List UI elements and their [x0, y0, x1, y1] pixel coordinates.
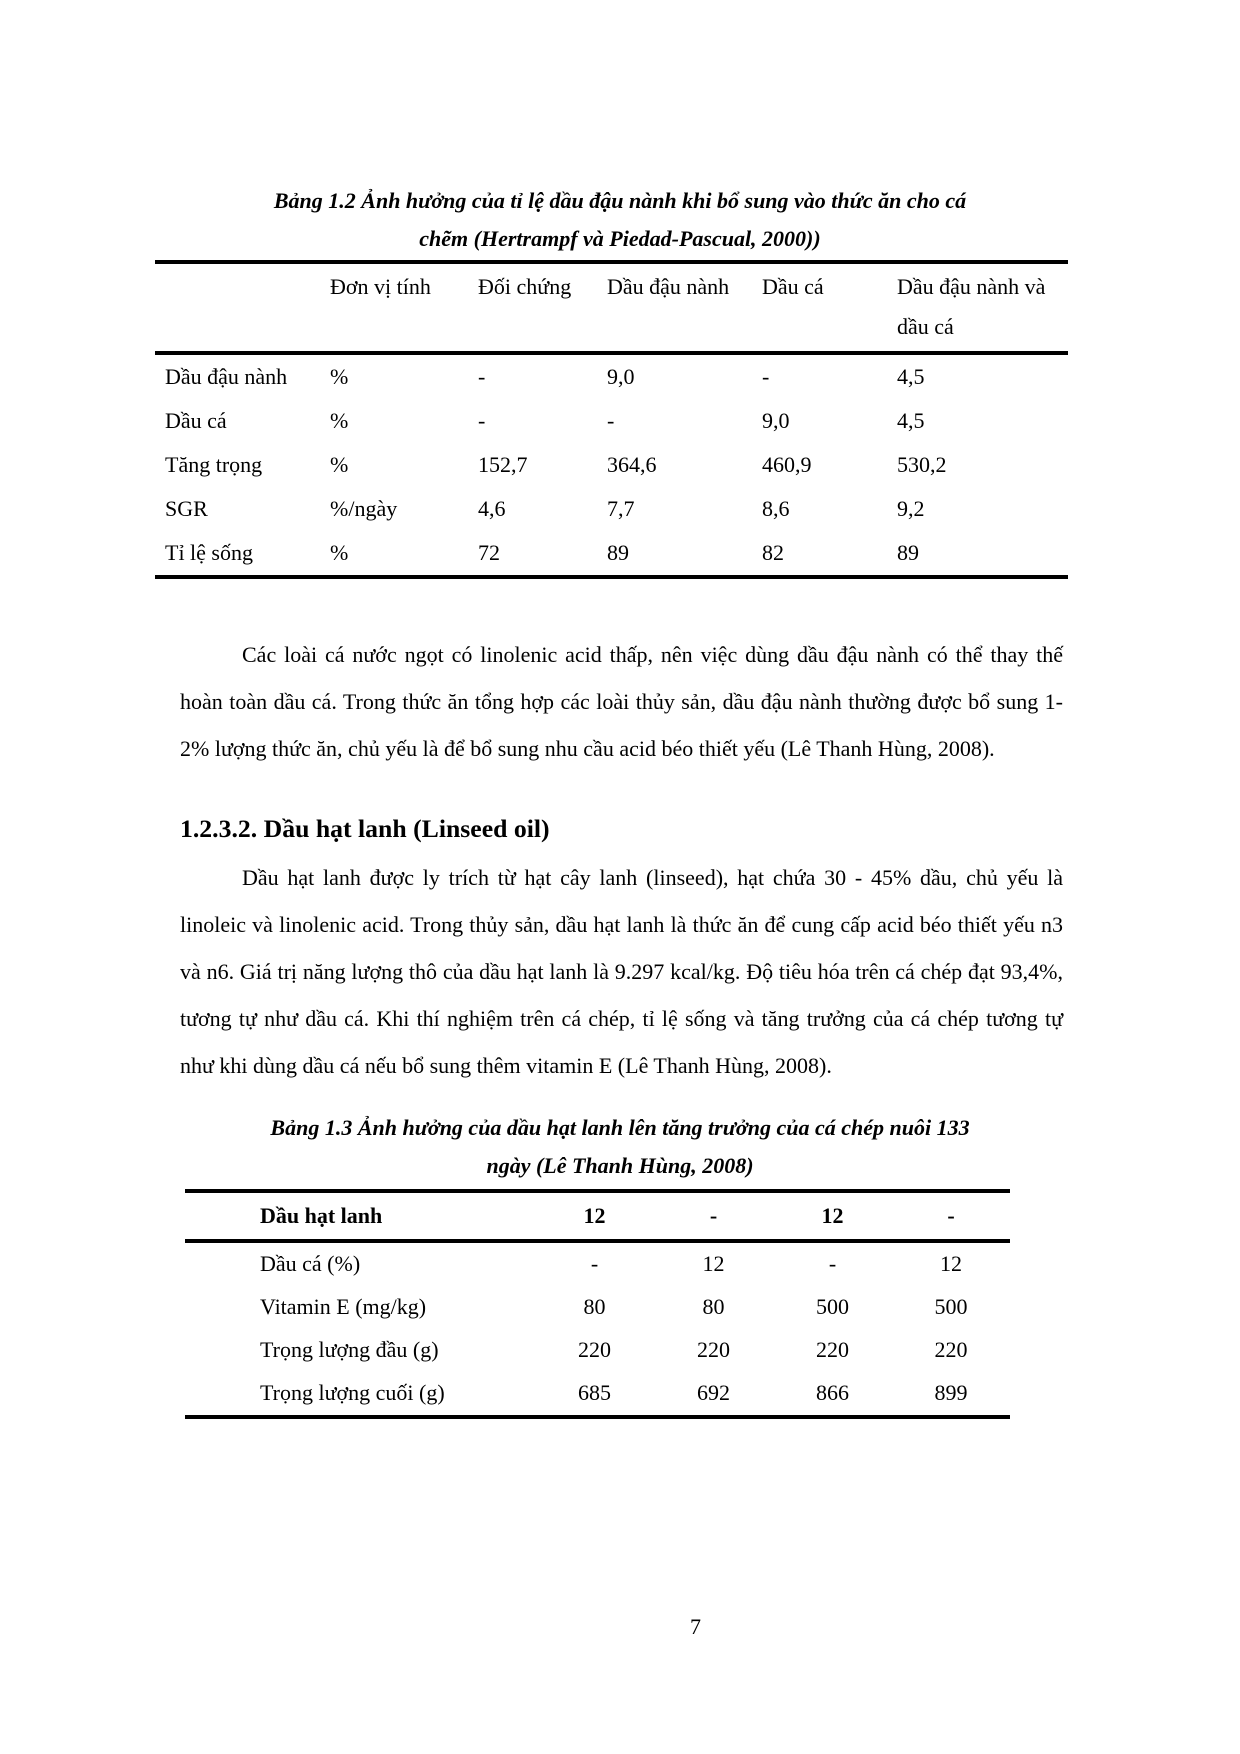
table-cell: 82 — [762, 540, 784, 565]
table-cell: 364,6 — [607, 452, 657, 477]
table-1-2-header-row — [155, 262, 1068, 353]
table-cell: 80 — [702, 1294, 725, 1319]
table-1-3-caption-line-2: ngày (Lê Thanh Hùng, 2008) — [486, 1153, 754, 1178]
table-row — [185, 1241, 1010, 1286]
table-1-2-header-cell: Đơn vị tính — [330, 274, 431, 299]
table-cell: - — [590, 1251, 599, 1276]
table-cell: 220 — [578, 1337, 611, 1362]
table-cell: - — [478, 364, 486, 389]
table-cell: 152,7 — [478, 452, 528, 477]
table-1-2-header-cell: Dầu đậu nành và dầu cá — [897, 274, 1046, 339]
table-cell: 220 — [697, 1337, 730, 1362]
table-1-3-header-cell: - — [709, 1203, 718, 1228]
table-row — [185, 1329, 1010, 1372]
table-cell: 4,6 — [478, 496, 506, 521]
row-label-cell: Vitamin E (mg/kg) — [260, 1294, 427, 1319]
table-cell: 89 — [607, 540, 629, 565]
table-1-2-header-cell: Dầu đậu nành — [607, 274, 730, 299]
row-label-cell: Dầu cá — [165, 408, 227, 433]
table-cell: 500 — [934, 1294, 968, 1319]
table-cell: 9,2 — [897, 496, 925, 521]
row-label-cell: Dầu đậu nành — [165, 364, 288, 389]
table-cell: % — [330, 408, 349, 433]
table-1-3-caption-line-1: Bảng 1.3 Ảnh hưởng của dầu hạt lanh lên tăng trưởng của cá chép nuôi 133 — [270, 1115, 970, 1140]
table-cell: 80 — [583, 1294, 606, 1319]
table-1-3-header-cell: Dầu hạt lanh — [260, 1203, 383, 1228]
page-number: 7 — [690, 1614, 701, 1639]
table-row — [155, 443, 1068, 487]
table-row — [155, 353, 1068, 399]
table-1-2-header-cell: Đối chứng — [478, 274, 572, 299]
table-cell: - — [478, 408, 486, 433]
row-label-cell: Trọng lượng cuối (g) — [260, 1380, 445, 1405]
table-cell: 500 — [816, 1294, 849, 1319]
table-cell: 12 — [940, 1251, 962, 1276]
table-cell: % — [330, 452, 349, 477]
table-1-2 — [155, 260, 1068, 579]
table-row — [155, 531, 1068, 577]
table-cell: 72 — [478, 540, 500, 565]
table-row — [185, 1286, 1010, 1329]
table-1-2-caption-line-2: chẽm (Hertrampf và Piedad-Pascual, 2000)) — [419, 226, 821, 251]
table-cell: %/ngày — [330, 496, 398, 521]
row-label-cell: Dầu cá (%) — [260, 1251, 361, 1276]
table-cell: 9,0 — [762, 408, 790, 433]
table-1-3-header-cell: 12 — [821, 1203, 844, 1228]
table-cell: 89 — [897, 540, 919, 565]
table-row — [185, 1372, 1010, 1417]
row-label-cell: SGR — [165, 496, 208, 521]
table-cell: 9,0 — [607, 364, 635, 389]
table-cell: 692 — [697, 1380, 730, 1405]
table-cell: 7,7 — [607, 496, 635, 521]
table-cell: 220 — [934, 1337, 968, 1362]
paragraph-linseed-oil: Dầu hạt lanh được ly trích từ hạt cây lanh (linseed), hạt chứa 30 - 45% dầu, chủ yếu là linoleic và linolenic acid. Trong thủy sản, dầu hạt lanh là thức ăn để cung cấp acid béo thiết yếu n3 và n6. Giá trị năng lượng thô của dầu hạt lanh là 9.297 kcal/kg. Độ tiêu hóa trên cá chép đạt 93,4%, tương tự như dầu cá. Khi thí nghiệm trên cá chép, tỉ lệ sống và tăng trưởng của cá chép tương tự như khi dùng dầu cá nếu bổ sung thêm vitamin E (Lê Thanh Hùng, 2008). — [180, 865, 1063, 1078]
table-cell: % — [330, 540, 349, 565]
table-1-3-caption — [230, 1109, 1010, 1185]
table-cell: 685 — [578, 1380, 611, 1405]
table-cell: 460,9 — [762, 452, 812, 477]
table-cell: - — [828, 1251, 837, 1276]
table-cell: 8,6 — [762, 496, 790, 521]
table-1-3-header-cell: 12 — [583, 1203, 606, 1228]
table-cell: 220 — [816, 1337, 849, 1362]
table-1-2-caption — [230, 0, 1010, 258]
table-1-3 — [185, 1189, 1010, 1419]
row-label-cell: Tăng trọng — [165, 452, 263, 477]
table-cell: 4,5 — [897, 364, 925, 389]
table-cell: 12 — [702, 1251, 725, 1276]
table-cell: - — [607, 408, 615, 433]
table-1-2-caption-line-1: Bảng 1.2 Ảnh hưởng của tỉ lệ dầu đậu nành khi bổ sung vào thức ăn cho cá — [273, 188, 967, 213]
table-cell: - — [762, 364, 770, 389]
table-cell: 530,2 — [897, 452, 947, 477]
table-1-2-header-cell — [155, 262, 330, 353]
table-cell: 4,5 — [897, 408, 925, 433]
table-cell: 899 — [934, 1380, 968, 1405]
table-1-3-header-row — [185, 1191, 1010, 1241]
section-heading-1-2-3-2: 1.2.3.2. Dầu hạt lanh (Linseed oil) — [180, 814, 550, 843]
table-1-3-header-cell: - — [947, 1203, 955, 1228]
table-row — [155, 399, 1068, 443]
table-cell: % — [330, 364, 349, 389]
row-label-cell: Tỉ lệ sống — [165, 540, 253, 565]
table-row — [155, 487, 1068, 531]
table-cell: 866 — [816, 1380, 849, 1405]
table-1-2-header-cell: Dầu cá — [762, 274, 824, 299]
paragraph-soybean-oil: Các loài cá nước ngọt có linolenic acid thấp, nên việc dùng dầu đậu nành có thể thay thế hoàn toàn dầu cá. Trong thức ăn tổng hợp các loài thủy sản, dầu đậu nành thường được bổ sung 1-2% lượng thức ăn, chủ yếu là để bổ sung nhu cầu acid béo thiết yếu (Lê Thanh Hùng, 2008). — [180, 642, 1063, 761]
row-label-cell: Trọng lượng đầu (g) — [260, 1337, 439, 1362]
